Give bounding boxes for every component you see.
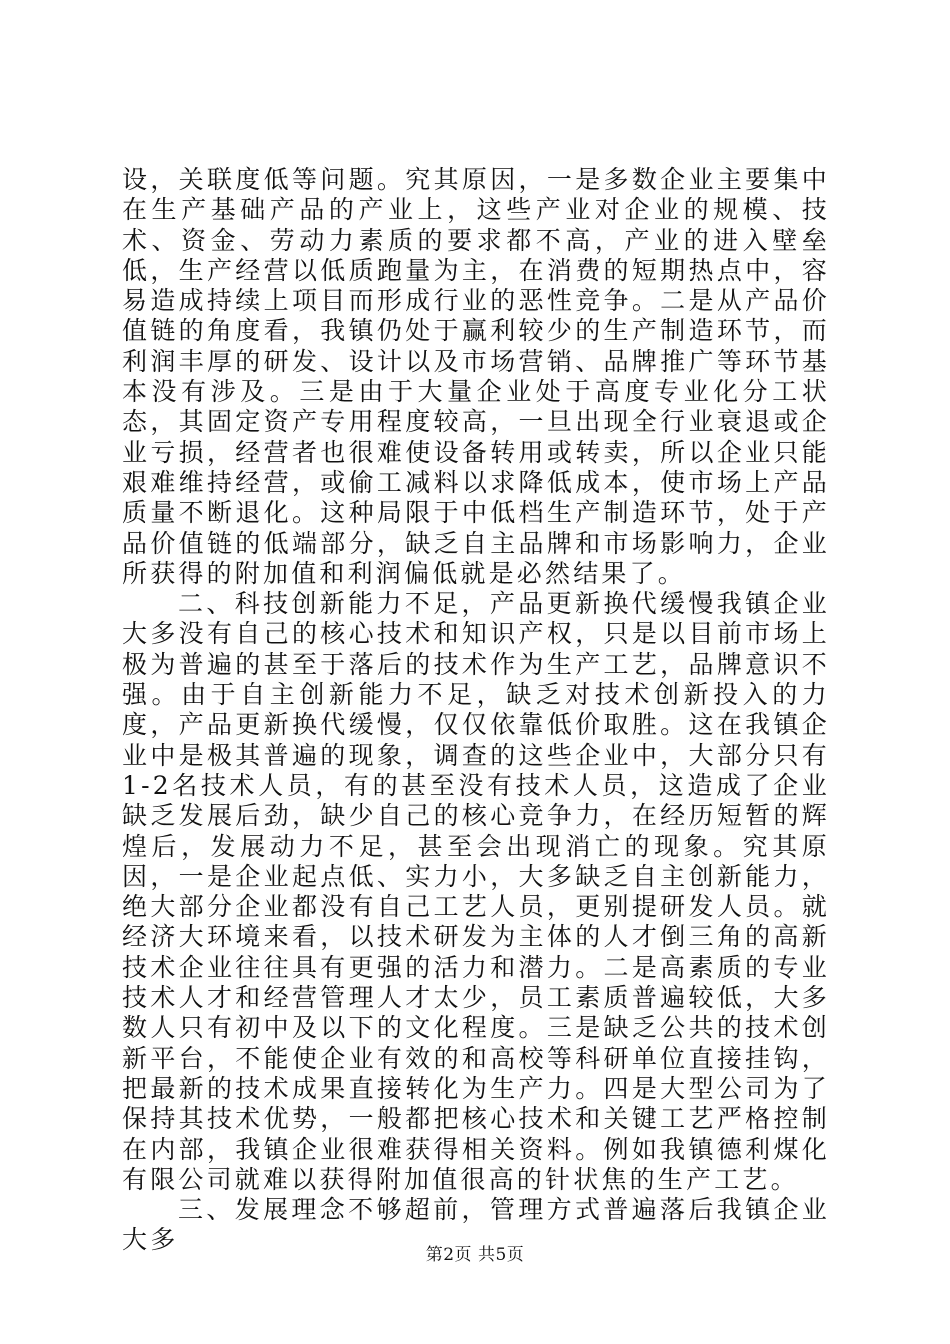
paragraph-3: 三、发展理念不够超前，管理方式普遍落后我镇企业大多 <box>122 1195 830 1255</box>
paragraph-1: 设，关联度低等问题。究其原因，一是多数企业主要集中在生产基础产品的产业上，这些产业对企业的规模、技术、资金、劳动力素质的要求都不高，产业的进入壁垒低，生产经营以低质跑量为主，在消费的短期热点中，容易造成持续上项目而形成行业的恶性竞争。二是从产品价值链的角度看，我镇仍处于赢利较少的生产制造环节，而利润丰厚的研发、设计以及市场营销、品牌推广等环节基本没有涉及。三是由于大量企业处于高度专业化分工状态，其固定资产专用程度较高，一旦出现全行业衰退或企业亏损，经营者也很难使设备转用或转卖，所以企业只能艰难维持经营，或偷工减料以求降低成本，使市场上产品质量不断退化。这种局限于中低档生产制造环节，处于产品价值链的低端部分，缺乏自主品牌和市场影响力，企业所获得的附加值和利润偏低就是必然结果了。 <box>122 165 830 588</box>
paragraph-2: 二、科技创新能力不足，产品更新换代缓慢我镇企业大多没有自己的核心技术和知识产权，只是以目前市场上极为普遍的甚至于落后的技术作为生产工艺，品牌意识不强。由于自主创新能力不足，缺乏对技术创新投入的力度，产品更新换代缓慢，仅仅依靠低价取胜。这在我镇企业中是极其普遍的现象，调查的这些企业中，大部分只有1-2名技术人员，有的甚至没有技术人员，这造成了企业缺乏发展后劲，缺少自己的核心竞争力，在经历短暂的辉煌后，发展动力不足，甚至会出现消亡的现象。究其原因，一是企业起点低、实力小，大多缺乏自主创新能力，绝大部分企业都没有自己工艺人员，更别提研发人员。就经济大环境来看，以技术研发为主体的人才倒三角的高新技术企业往往具有更强的活力和潜力。二是高素质的专业技术人才和经营管理人才太少，员工素质普遍较低，大多数人只有初中及以下的文化程度。三是缺乏公共的技术创新平台，不能使企业有效的和高校等科研单位直接挂钩，把最新的技术成果直接转化为生产力。四是大型公司为了保持其技术优势，一般都把核心技术和关键工艺严格控制在内部，我镇企业很难获得相关资料。例如我镇德利煤化有限公司就难以获得附加值很高的针状焦的生产工艺。 <box>122 589 830 1194</box>
body-text <box>122 165 830 1256</box>
page-number-footer: 第2页 共5页 <box>425 1245 525 1265</box>
